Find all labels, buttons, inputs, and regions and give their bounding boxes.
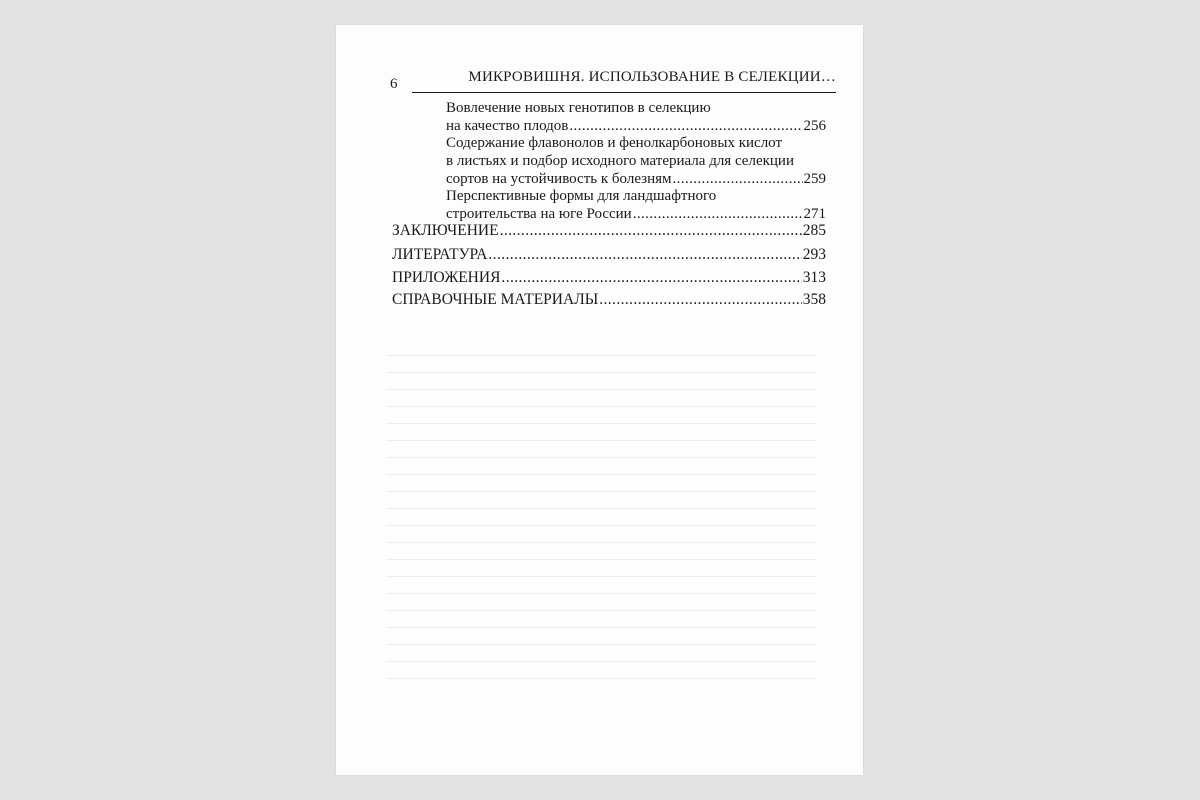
- leader-dots: [599, 291, 802, 309]
- toc-page-number: 271: [803, 206, 826, 222]
- toc-entry-last-line: [446, 170, 826, 188]
- toc-entry-line: в листьях и подбор исходного материала для селекции: [446, 153, 794, 169]
- toc-entry-title: ПРИЛОЖЕНИЯ: [392, 269, 501, 286]
- toc-page-number: 313: [802, 269, 826, 286]
- leader-dots: [569, 117, 802, 135]
- toc-main-entry: [392, 246, 826, 264]
- toc-main-entry: [392, 269, 826, 287]
- document-page: [336, 25, 863, 775]
- toc-sub-entry: [446, 187, 826, 223]
- toc-entry-line: строительства на юге России: [446, 206, 632, 222]
- toc-entry-line: на качество плодов: [446, 118, 569, 134]
- toc-page-number: 256: [803, 118, 826, 134]
- leader-dots: [673, 170, 803, 188]
- toc-entry-title: ЗАКЛЮЧЕНИЕ: [392, 222, 499, 239]
- toc-page-number: 259: [803, 171, 826, 187]
- toc-page-number: 358: [802, 291, 826, 308]
- toc-entry-title: СПРАВОЧНЫЕ МАТЕРИАЛЫ: [392, 291, 599, 308]
- toc-entry-line: Вовлечение новых генотипов в селекцию: [446, 100, 711, 116]
- show-through-texture: [386, 355, 816, 735]
- leader-dots: [488, 246, 801, 264]
- toc-main-line: [392, 269, 826, 287]
- leader-dots: [501, 269, 801, 287]
- toc-main-line: [392, 291, 826, 309]
- leader-dots: [633, 205, 803, 223]
- toc-main-line: [392, 222, 826, 240]
- leader-dots: [500, 222, 802, 240]
- toc-page-number: 285: [802, 222, 826, 239]
- page-number: 6: [390, 76, 398, 92]
- toc-entry-title: ЛИТЕРАТУРА: [392, 246, 488, 263]
- toc-entry-last-line: [446, 205, 826, 223]
- running-title: МИКРОВИШНЯ. ИСПОЛЬЗОВАНИЕ В СЕЛЕКЦИИ…: [468, 69, 836, 85]
- toc-page-number: 293: [802, 246, 826, 263]
- toc-sub-entry: [446, 99, 826, 135]
- toc-entry-last-line: [446, 117, 826, 135]
- toc-entry-line: Перспективные формы для ландшафтного: [446, 188, 717, 204]
- toc-main-entry: [392, 291, 826, 309]
- toc-entry-line: Содержание флавонолов и фенолкарбоновых кислот: [446, 135, 783, 151]
- toc-entry-line: сортов на устойчивость к болезням: [446, 171, 672, 187]
- header-rule: [412, 92, 836, 93]
- toc-main-entry: [392, 222, 826, 240]
- toc-sub-entry: [446, 134, 826, 188]
- toc-main-line: [392, 246, 826, 264]
- page-header: [390, 69, 836, 93]
